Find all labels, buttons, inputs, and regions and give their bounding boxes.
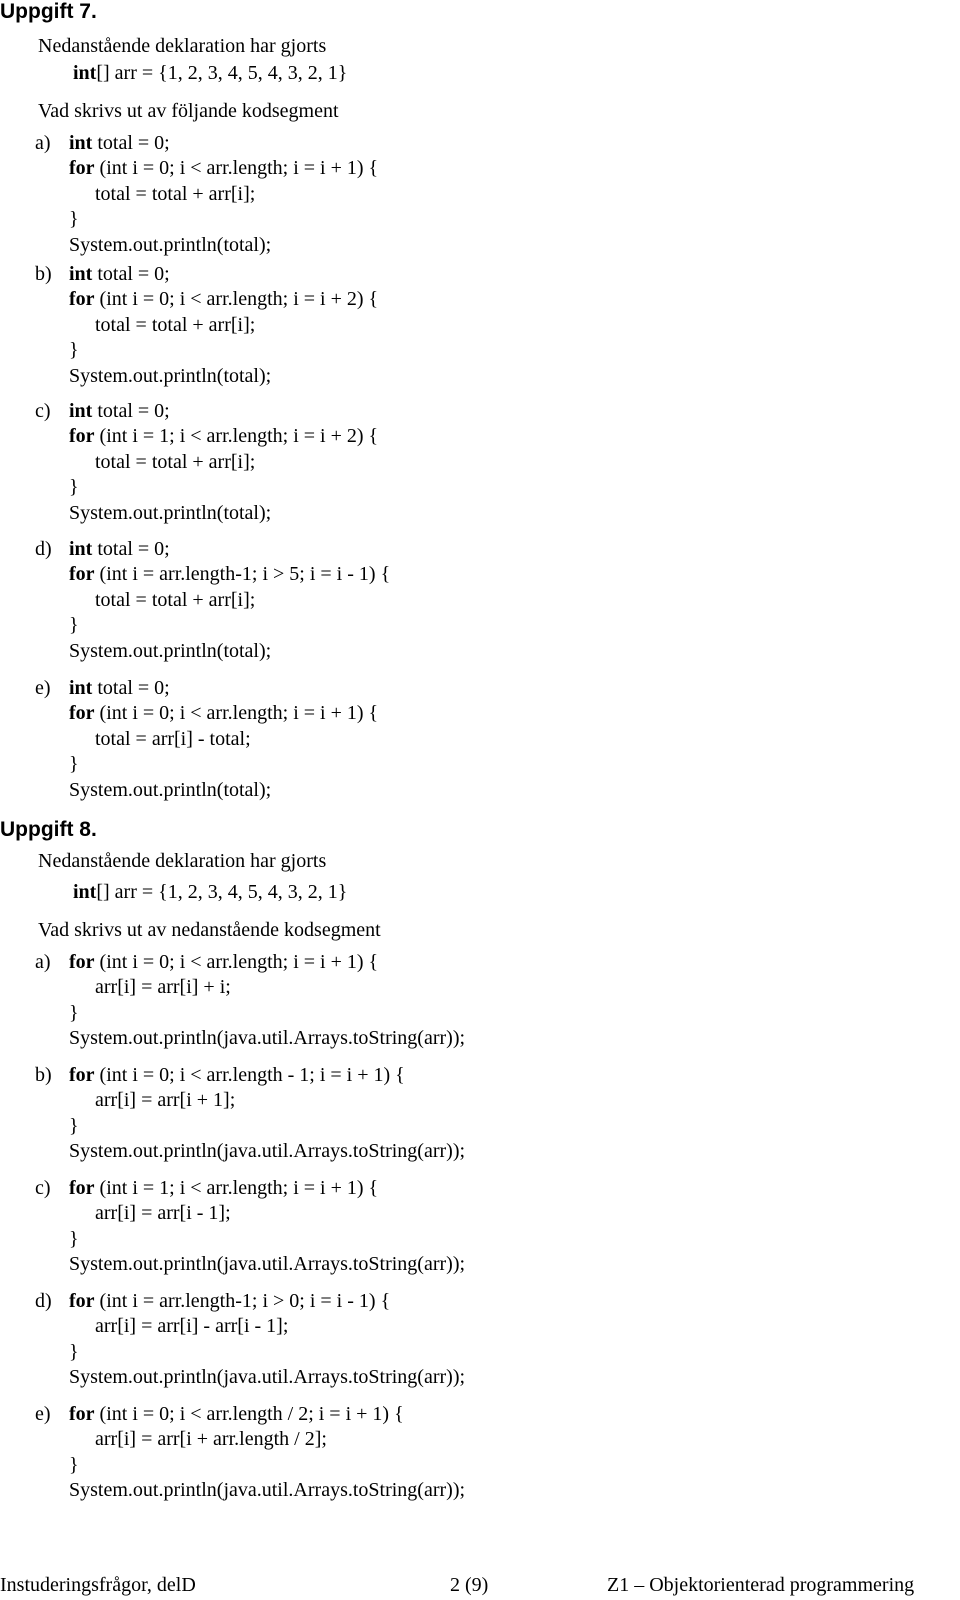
task7-question: Vad skrivs ut av följande kodsegment	[38, 100, 339, 122]
task7-print-line: System.out.println(total);	[69, 639, 272, 662]
task7-body-line: total = arr[i] - total;	[95, 727, 251, 750]
task7-loop-line-text: (int i = arr.length-1; i > 5; i = i - 1) {	[94, 563, 391, 586]
task7-loop-line	[69, 156, 378, 180]
task8-loop-line-text: (int i = 0; i < arr.length - 1; i = i + 1) {	[94, 1064, 405, 1086]
task7-body-line: total = total + arr[i];	[95, 313, 256, 336]
task8-print-line: System.out.println(java.util.Arrays.toString(arr));	[69, 1479, 466, 1502]
task8-print-line: System.out.println(java.util.Arrays.toString(arr));	[69, 1366, 466, 1389]
keyword-int: int	[69, 677, 93, 699]
task7-part-label: a)	[35, 132, 51, 154]
task7-init-line	[69, 262, 170, 286]
task7-loop-line	[69, 562, 390, 586]
task8-body-line: arr[i] = arr[i] - arr[i - 1];	[95, 1315, 289, 1338]
keyword-int: int	[69, 132, 93, 154]
task7-close-brace: }	[69, 208, 79, 231]
task7-init-line	[69, 676, 170, 700]
keyword-for: for	[69, 1403, 95, 1425]
task7-body-line: total = total + arr[i];	[95, 182, 256, 205]
keyword-int: int	[73, 62, 97, 84]
keyword-for: for	[69, 1064, 95, 1086]
footer-right: Z1 – Objektorienterad programmering	[607, 1574, 915, 1596]
task7-loop-line-text: (int i = 0; i < arr.length; i = i + 1) {	[94, 702, 379, 725]
keyword-for: for	[69, 702, 95, 725]
task7-body-line: total = total + arr[i];	[95, 588, 256, 611]
keyword-for: for	[69, 288, 95, 311]
task7-loop-line-text: (int i = 1; i < arr.length; i = i + 2) {	[94, 425, 379, 448]
task8-part-label: b)	[35, 1064, 52, 1086]
task7-init-line-text: total = 0;	[92, 400, 170, 422]
task8-intro: Nedanstående deklaration har gjorts	[38, 850, 327, 872]
task8-print-line: System.out.println(java.util.Arrays.toString(arr));	[69, 1027, 466, 1050]
task8-question: Vad skrivs ut av nedanstående kodsegment	[38, 919, 381, 941]
task8-loop-line	[69, 1402, 404, 1426]
keyword-int: int	[69, 263, 93, 285]
task8-print-line: System.out.println(java.util.Arrays.toString(arr));	[69, 1253, 466, 1276]
task8-loop-line	[69, 1063, 405, 1087]
task8-heading: Uppgift 8.	[0, 818, 97, 841]
task7-print-line: System.out.println(total);	[69, 233, 272, 256]
footer-page-number: 2 (9)	[450, 1574, 489, 1596]
task8-loop-line	[69, 950, 378, 974]
task7-init-line-text: total = 0;	[92, 677, 170, 699]
task8-part-label: e)	[35, 1403, 51, 1425]
task7-print-line: System.out.println(total);	[69, 501, 272, 524]
task8-body-line: arr[i] = arr[i + arr.length / 2];	[95, 1428, 327, 1451]
task7-close-brace: }	[69, 339, 79, 362]
keyword-int: int	[69, 400, 93, 422]
declaration-text: [] arr = {1, 2, 3, 4, 5, 4, 3, 2, 1}	[96, 881, 348, 903]
keyword-for: for	[69, 951, 95, 973]
task7-loop-line-text: (int i = 0; i < arr.length; i = i + 2) {	[94, 288, 379, 311]
task7-print-line: System.out.println(total);	[69, 364, 272, 387]
task8-body-line: arr[i] = arr[i - 1];	[95, 1202, 231, 1225]
task7-close-brace: }	[69, 476, 79, 499]
keyword-for: for	[69, 157, 95, 180]
task7-loop-line-text: (int i = 0; i < arr.length; i = i + 1) {	[94, 157, 379, 180]
keyword-int: int	[73, 881, 97, 903]
task8-loop-line	[69, 1289, 390, 1313]
footer-left: Instuderingsfrågor, delD	[0, 1574, 196, 1596]
task7-intro: Nedanstående deklaration har gjorts	[38, 35, 327, 57]
task8-loop-line-text: (int i = 0; i < arr.length / 2; i = i + 1) {	[94, 1403, 404, 1425]
task7-init-line	[69, 131, 170, 155]
task7-init-line	[69, 537, 170, 561]
keyword-for: for	[69, 563, 95, 586]
task8-part-label: d)	[35, 1290, 52, 1312]
task8-body-line: arr[i] = arr[i] + i;	[95, 976, 231, 999]
task8-close-brace: }	[69, 1227, 79, 1250]
task7-init-line	[69, 399, 170, 423]
task7-part-label: b)	[35, 263, 52, 285]
task7-init-line-text: total = 0;	[92, 538, 170, 560]
declaration-text: [] arr = {1, 2, 3, 4, 5, 4, 3, 2, 1}	[96, 62, 348, 84]
task8-part-label: c)	[35, 1177, 51, 1199]
task8-declaration	[73, 880, 347, 904]
task8-close-brace: }	[69, 1453, 79, 1476]
task8-loop-line-text: (int i = 1; i < arr.length; i = i + 1) {	[94, 1177, 379, 1199]
task7-init-line-text: total = 0;	[92, 263, 170, 285]
task7-close-brace: }	[69, 614, 79, 637]
keyword-for: for	[69, 425, 95, 448]
task8-part-label: a)	[35, 951, 51, 973]
keyword-for: for	[69, 1290, 95, 1312]
task8-close-brace: }	[69, 1114, 79, 1137]
task8-close-brace: }	[69, 1340, 79, 1363]
task7-print-line: System.out.println(total);	[69, 778, 272, 801]
task8-loop-line	[69, 1176, 378, 1200]
task7-part-label: c)	[35, 400, 51, 422]
keyword-int: int	[69, 538, 93, 560]
task7-loop-line	[69, 701, 378, 725]
task8-loop-line-text: (int i = 0; i < arr.length; i = i + 1) {	[94, 951, 379, 973]
task8-print-line: System.out.println(java.util.Arrays.toString(arr));	[69, 1140, 466, 1163]
task7-close-brace: }	[69, 753, 79, 776]
task7-heading: Uppgift 7.	[0, 0, 97, 23]
keyword-for: for	[69, 1177, 95, 1199]
task7-loop-line	[69, 287, 378, 311]
task7-loop-line	[69, 424, 378, 448]
task7-part-label: e)	[35, 677, 51, 699]
task8-close-brace: }	[69, 1001, 79, 1024]
task7-body-line: total = total + arr[i];	[95, 450, 256, 473]
task7-part-label: d)	[35, 538, 52, 560]
task7-init-line-text: total = 0;	[92, 132, 170, 154]
task7-declaration	[73, 61, 347, 85]
task8-body-line: arr[i] = arr[i + 1];	[95, 1089, 236, 1112]
task8-loop-line-text: (int i = arr.length-1; i > 0; i = i - 1) {	[94, 1290, 391, 1312]
